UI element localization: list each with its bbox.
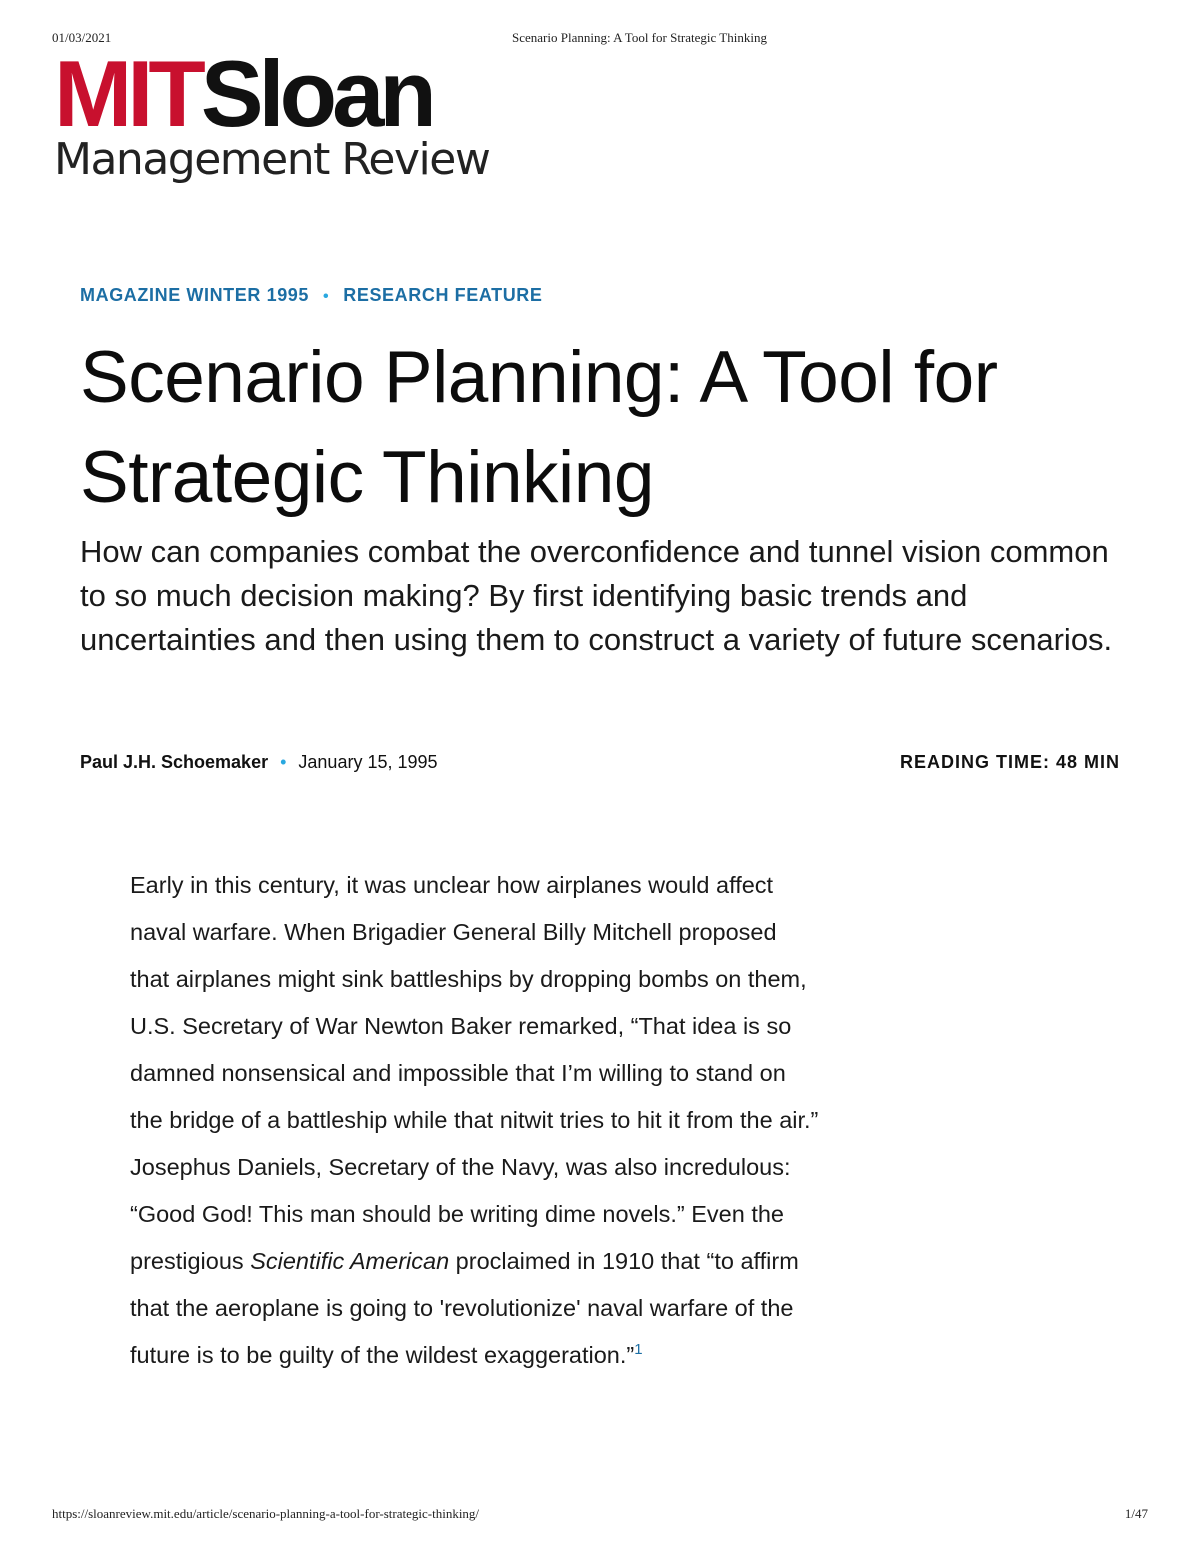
print-title: Scenario Planning: A Tool for Strategic Thinking xyxy=(512,30,767,45)
body-text-part1: Early in this century, it was unclear how airplanes would affect naval warfare. When Brigadier General Billy Mitchell proposed that airplanes might sink battleships by dropping bombs on them, U.S. Secretary of War Newton Baker remarked, “That idea is so damned nonsensical and impossible that I’m willing to stand on the bridge of a battleship while that nitwit tries to hit it from the air.” Josephus Daniels, Secretary of the Navy, was also incredulous: “Good God! This man should be writing dime novels.” Even the prestigious xyxy=(130,872,819,1274)
article-body-paragraph xyxy=(130,862,820,1379)
print-url: https://sloanreview.mit.edu/article/scenario-planning-a-tool-for-strategic-thinking/ xyxy=(52,1506,480,1521)
article-kicker xyxy=(80,285,543,306)
logo-subtitle: Management Review xyxy=(54,134,490,185)
reading-time: READING TIME: 48 MIN xyxy=(899,752,1120,772)
issue-link[interactable]: MAGAZINE WINTER 1995 xyxy=(80,285,310,305)
print-page-number: 1/47 xyxy=(1124,1506,1148,1521)
article-title: Scenario Planning: A Tool for Strategic Thinking xyxy=(80,337,998,518)
logo-mit: MIT xyxy=(54,41,201,146)
mit-sloan-logo[interactable] xyxy=(54,41,490,185)
publish-date: January 15, 1995 xyxy=(298,752,438,772)
body-text-part2: proclaimed in 1910 that “to affirm that the aeroplane is going to 'revolutionize' naval warfare of the future is to be guilty of the wildest exaggeration.” xyxy=(130,1248,799,1368)
print-date: 01/03/2021 xyxy=(52,30,112,45)
byline xyxy=(80,752,1120,773)
footnote-link[interactable]: 1 xyxy=(634,1341,643,1359)
section-link[interactable]: RESEARCH FEATURE xyxy=(343,285,543,305)
body-text-italic: Scientific American xyxy=(250,1248,450,1274)
logo-sloan: Sloan xyxy=(200,41,432,146)
author-link[interactable]: Paul J.H. Schoemaker xyxy=(80,752,269,772)
article-dek: How can companies combat the overconfidence and tunnel vision common to so much decision making? By first identifying basic trends and uncertainties and then using them to construct a variety of future scenarios. xyxy=(80,534,1113,657)
byline-separator: • xyxy=(280,752,287,772)
kicker-separator: • xyxy=(323,288,330,305)
logo-wordmark xyxy=(54,41,489,146)
